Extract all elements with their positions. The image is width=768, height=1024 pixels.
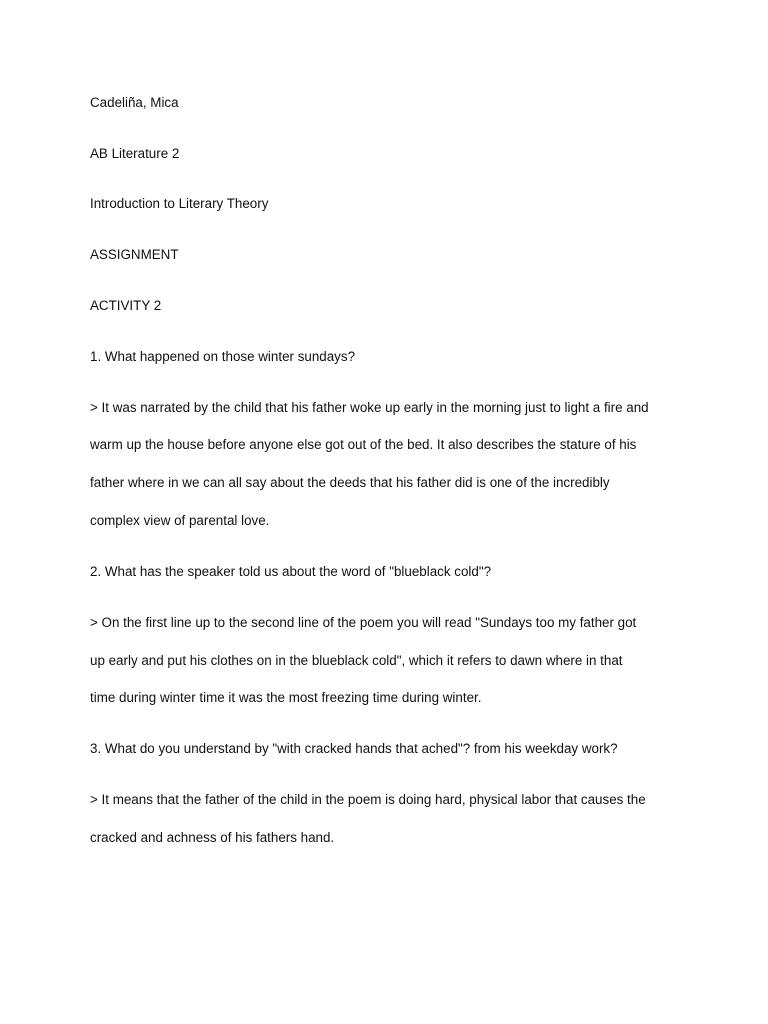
course-title: AB Literature 2 xyxy=(90,146,180,161)
answer-2-line-1: > On the first line up to the second line of the poem you will read "Sundays too my father got xyxy=(90,615,637,630)
question-3: 3. What do you understand by "with cracked hands that ached"? from his weekday work? xyxy=(90,741,618,756)
subject-title: Introduction to Literary Theory xyxy=(90,196,269,211)
answer-1-line-2: warm up the house before anyone else got out of the bed. It also describes the stature of his xyxy=(90,437,637,452)
student-name: Cadeliña, Mica xyxy=(90,95,179,110)
answer-1-line-4: complex view of parental love. xyxy=(90,513,270,528)
assignment-heading: ASSIGNMENT xyxy=(90,247,179,262)
question-1: 1. What happened on those winter sundays? xyxy=(90,349,356,364)
answer-3-line-1: > It means that the father of the child in the poem is doing hard, physical labor that causes the xyxy=(90,792,646,807)
question-2: 2. What has the speaker told us about the word of "blueblack cold"? xyxy=(90,564,492,579)
answer-3-line-2: cracked and achness of his fathers hand. xyxy=(90,830,335,845)
activity-heading: ACTIVITY 2 xyxy=(90,298,162,313)
answer-1-line-3: father where in we can all say about the deeds that his father did is one of the incredibly xyxy=(90,475,610,490)
answer-1-line-1: > It was narrated by the child that his father woke up early in the morning just to light a fire and xyxy=(90,400,649,415)
answer-2-line-2: up early and put his clothes on in the blueblack cold", which it refers to dawn where in that xyxy=(90,653,623,668)
answer-2-line-3: time during winter time it was the most freezing time during winter. xyxy=(90,690,482,705)
